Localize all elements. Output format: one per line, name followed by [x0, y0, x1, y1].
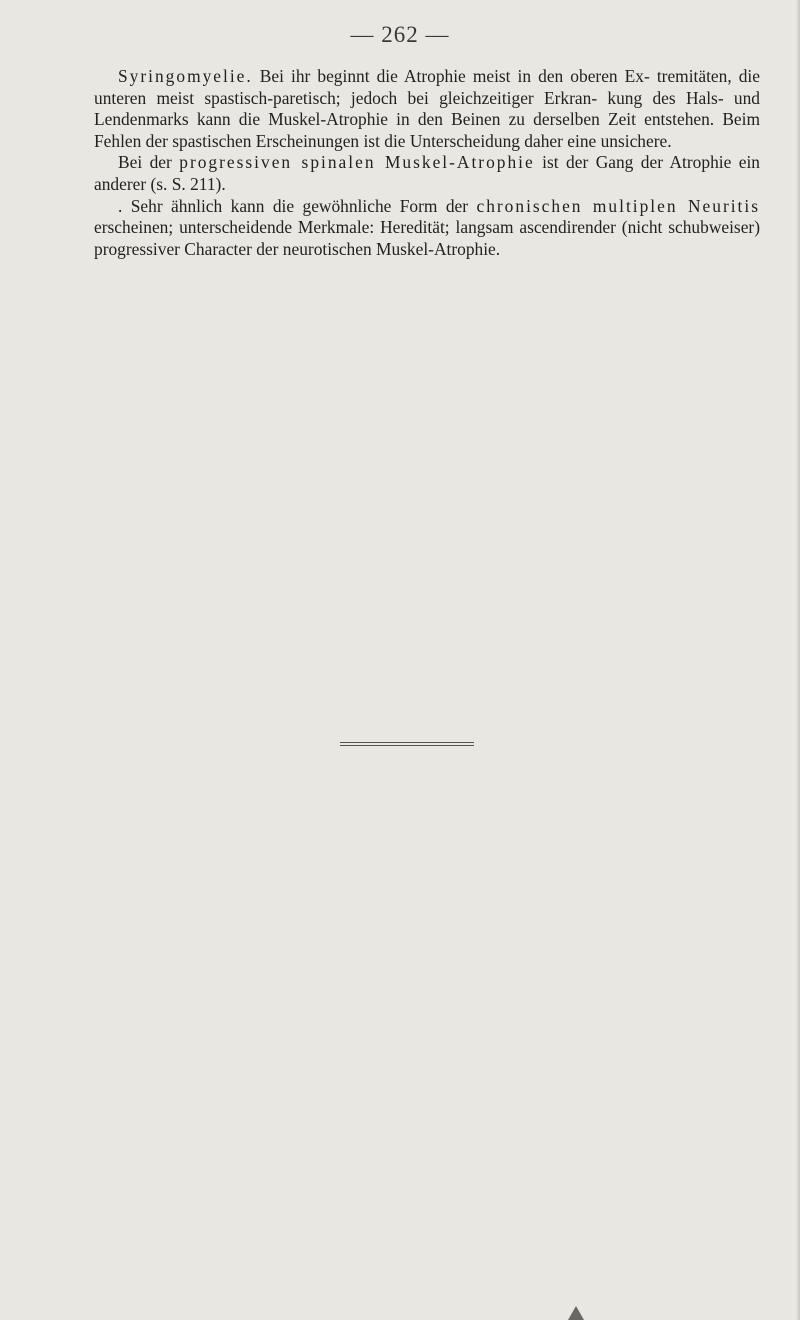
- section-divider-rule-lower: [340, 745, 474, 746]
- paragraph-neuritis: [94, 196, 760, 261]
- page-edge-shadow: [796, 0, 800, 1320]
- paragraph-text: ist der Gang der Atrophie ein anderer (s. S. 211).: [94, 152, 760, 194]
- term-syringomyelie: Syringomyelie.: [118, 66, 253, 86]
- paragraph-syringomyelie: [94, 66, 760, 152]
- paragraph-prefix: Bei der: [118, 152, 180, 173]
- paragraph-text: Bei ihr beginnt die Atrophie meist in den oberen Ex- tremitäten, die unteren meist spastisch-paretisch; jedoch bei gleichzeitiger Erkran- kung des Hals- und Lendenmarks kann die Muskel-Atrophie in den Beinen zu derselben Zeit entstehen. Beim Fehlen der spastischen Erscheinungen ist die Unterscheidung daher eine unsichere.: [94, 66, 760, 151]
- body-text: [94, 66, 760, 260]
- term-multiple-neuritis: chronischen multiplen Neuritis: [476, 195, 760, 216]
- section-divider-rule: [340, 742, 474, 743]
- paragraph-prefix: . Sehr ähnlich kann die gewöhnliche Form der: [118, 195, 477, 216]
- scan-corner-mark: [568, 1306, 584, 1320]
- term-spinal-muscle-atrophy: progressiven spinalen Muskel-Atrophie: [179, 152, 535, 173]
- paragraph-text: erscheinen; unterscheidende Merkmale: Heredität; langsam ascendirender (nicht schubweiser) progressiver Character der neurotischen Muskel-Atrophie.: [94, 217, 760, 259]
- page-number: — 262 —: [350, 22, 450, 47]
- paragraph-spinal-atrophy: [94, 152, 760, 195]
